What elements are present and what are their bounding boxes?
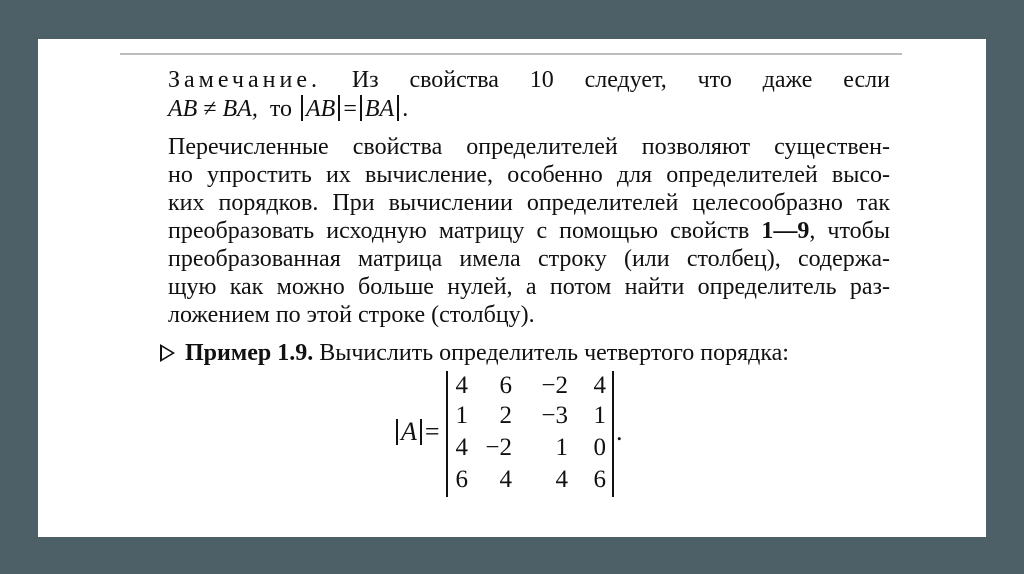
top-divider — [120, 53, 902, 55]
formula-end: . — [402, 96, 409, 122]
formula-eq: = — [343, 96, 357, 122]
matrix-cell: 4 — [593, 372, 606, 399]
matrix-cell: 6 — [499, 372, 512, 399]
paragraph-line: Перечисленные свойства определителей позволяют существен- — [168, 134, 890, 160]
matrix-name: A — [401, 417, 417, 446]
paragraph-line: ложением по этой строке (столбцу). — [168, 302, 535, 328]
matrix-cell: 4 — [555, 466, 568, 493]
formula-ba: BA, — [222, 96, 258, 122]
matrix-cell: 0 — [593, 434, 606, 461]
determinant-eq: = — [424, 417, 440, 446]
example-label: Пример 1.9. — [185, 340, 314, 366]
formula-ab: AB — [168, 96, 198, 122]
paragraph-line: преобразованная матрица имела строку (или столбец), содержа- — [168, 246, 890, 272]
formula-then: то — [269, 96, 292, 122]
matrix-cell: −3 — [541, 402, 568, 429]
remark-line — [168, 66, 890, 94]
triangle-right-icon — [160, 344, 175, 362]
matrix-cell: 1 — [593, 402, 606, 429]
matrix-cell: 4 — [499, 466, 512, 493]
formula-abs-ab: AB — [306, 96, 336, 122]
remark-formula — [168, 95, 890, 123]
formula-abs-ba: BA — [364, 96, 395, 122]
abs-bar — [396, 419, 398, 445]
textbook-page — [38, 39, 986, 537]
abs-bar — [338, 95, 340, 121]
paragraph-line: ких порядков. При вычислении определителей целесообразно так — [168, 190, 890, 216]
matrix-cell: −2 — [485, 434, 512, 461]
abs-bar — [360, 95, 362, 121]
matrix-cell: 4 — [455, 434, 468, 461]
matrix-cell: 1 — [455, 402, 468, 429]
matrix-cell: −2 — [541, 372, 568, 399]
matrix-cell: 6 — [455, 466, 468, 493]
example-line — [160, 339, 882, 367]
abs-bar — [420, 419, 422, 445]
matrix-cell: 1 — [555, 434, 568, 461]
formula-neq: ≠ — [203, 96, 217, 122]
slide — [38, 39, 986, 537]
abs-bar — [397, 95, 399, 121]
determinant-end: . — [616, 417, 623, 446]
matrix-cell: 4 — [455, 372, 468, 399]
paragraph-line: но упростить их вычисление, особенно для определителей высо- — [168, 162, 890, 188]
remark-text: Из свойства 10 следует, что даже если — [351, 67, 890, 93]
determinant-matrix — [446, 371, 614, 497]
property-range: 1—9 — [761, 218, 810, 244]
abs-bar — [301, 95, 303, 121]
matrix-cell: 2 — [499, 402, 512, 429]
paragraph-line: щую как можно больше нулей, а потом найти определитель раз- — [168, 274, 890, 300]
matrix-cell: 6 — [593, 466, 606, 493]
paragraph-line: преобразовать исходную матрицу с помощью свойств 1—9, чтобы — [168, 218, 890, 244]
matrix-right-bar — [612, 371, 614, 497]
example-text: Вычислить определитель четвертого порядка: — [319, 340, 789, 366]
remark-label: Замечание. — [168, 67, 321, 93]
